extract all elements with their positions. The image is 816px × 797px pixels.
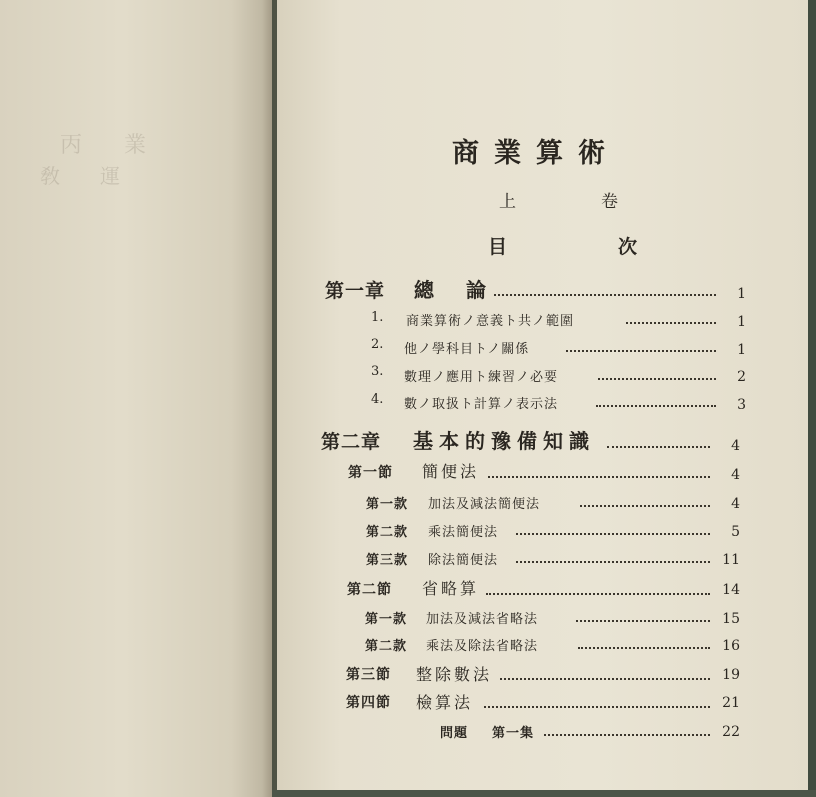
page-number: 21 (722, 695, 740, 711)
page-number: 2 (737, 369, 746, 385)
leader-dots (580, 505, 710, 507)
section-label: 第二節 (347, 582, 392, 598)
article-label: 第一款 (365, 612, 408, 627)
leader-dots (598, 378, 716, 380)
article-label: 第三款 (366, 553, 409, 568)
item-number: 3. (371, 364, 384, 379)
chapter-label: 第一章 (325, 280, 386, 302)
article-label: 第二款 (365, 639, 408, 654)
page-number: 16 (722, 638, 740, 654)
leader-dots (516, 561, 710, 563)
section-title: 簡便法 (422, 462, 480, 481)
leader-dots (488, 476, 710, 478)
article-label: 第二款 (366, 525, 409, 540)
item-number: 2. (371, 337, 384, 352)
leader-dots (494, 294, 716, 296)
section-label: 第一節 (348, 465, 393, 481)
page-number: 15 (722, 611, 740, 627)
article-label: 第一款 (366, 497, 409, 512)
problems-label: 問題 (440, 726, 469, 741)
leader-dots (486, 593, 710, 595)
leader-dots (576, 620, 710, 622)
page-number: 1 (737, 286, 746, 302)
article-title: 乘法簡便法 (428, 525, 499, 540)
page-number: 14 (722, 582, 740, 598)
section-title: 省略算 (422, 579, 480, 598)
page-number: 4 (731, 496, 740, 512)
page-number: 19 (722, 667, 740, 683)
leader-dots (566, 350, 716, 352)
item-title: 數理ノ應用ト練習ノ必要 (404, 370, 559, 385)
bleed-through-text: 敎 運 (40, 164, 130, 188)
page-number: 3 (737, 397, 746, 413)
leader-dots (578, 647, 710, 649)
page-number: 4 (731, 438, 740, 454)
toc-heading: 目 次 (488, 236, 684, 258)
problems-title: 第一集 (492, 726, 535, 741)
chapter-title: 基本的豫備知識 (413, 429, 595, 453)
section-label: 第三節 (346, 667, 391, 683)
article-title: 除法簡便法 (428, 553, 499, 568)
chapter-label: 第二章 (321, 431, 382, 453)
left-page (0, 0, 272, 797)
book-title: 商業算術 (452, 138, 620, 169)
volume-label: 上 卷 (499, 192, 652, 212)
article-title: 乘法及除法省略法 (426, 639, 539, 654)
leader-dots (500, 678, 710, 680)
chapter-title: 總 論 (414, 278, 492, 302)
cover-bottom (272, 790, 816, 797)
cover-edge (808, 0, 816, 797)
page-number: 4 (731, 467, 740, 483)
page-number: 22 (722, 724, 740, 740)
article-title: 加法及減法省略法 (426, 612, 539, 627)
item-title: 商業算術ノ意義ト共ノ範圍 (406, 314, 575, 329)
article-title: 加法及減法簡便法 (428, 497, 541, 512)
leader-dots (596, 405, 716, 407)
item-number: 1. (371, 310, 384, 325)
page-number: 1 (737, 342, 746, 358)
section-title: 檢算法 (416, 693, 474, 712)
leader-dots (626, 322, 716, 324)
leader-dots (484, 706, 710, 708)
section-title: 整除數法 (416, 665, 493, 684)
leader-dots (516, 533, 710, 535)
item-number: 4. (371, 392, 384, 407)
page-number: 1 (737, 314, 746, 330)
leader-dots (607, 446, 710, 448)
item-title: 數ノ取扱ト計算ノ表示法 (404, 397, 559, 412)
item-title: 他ノ學科目トノ關係 (404, 342, 530, 357)
section-label: 第四節 (346, 695, 391, 711)
leader-dots (544, 734, 710, 736)
page-number: 5 (731, 524, 740, 540)
bleed-through-text: 丙 業 (60, 133, 157, 158)
page-number: 11 (722, 552, 740, 568)
